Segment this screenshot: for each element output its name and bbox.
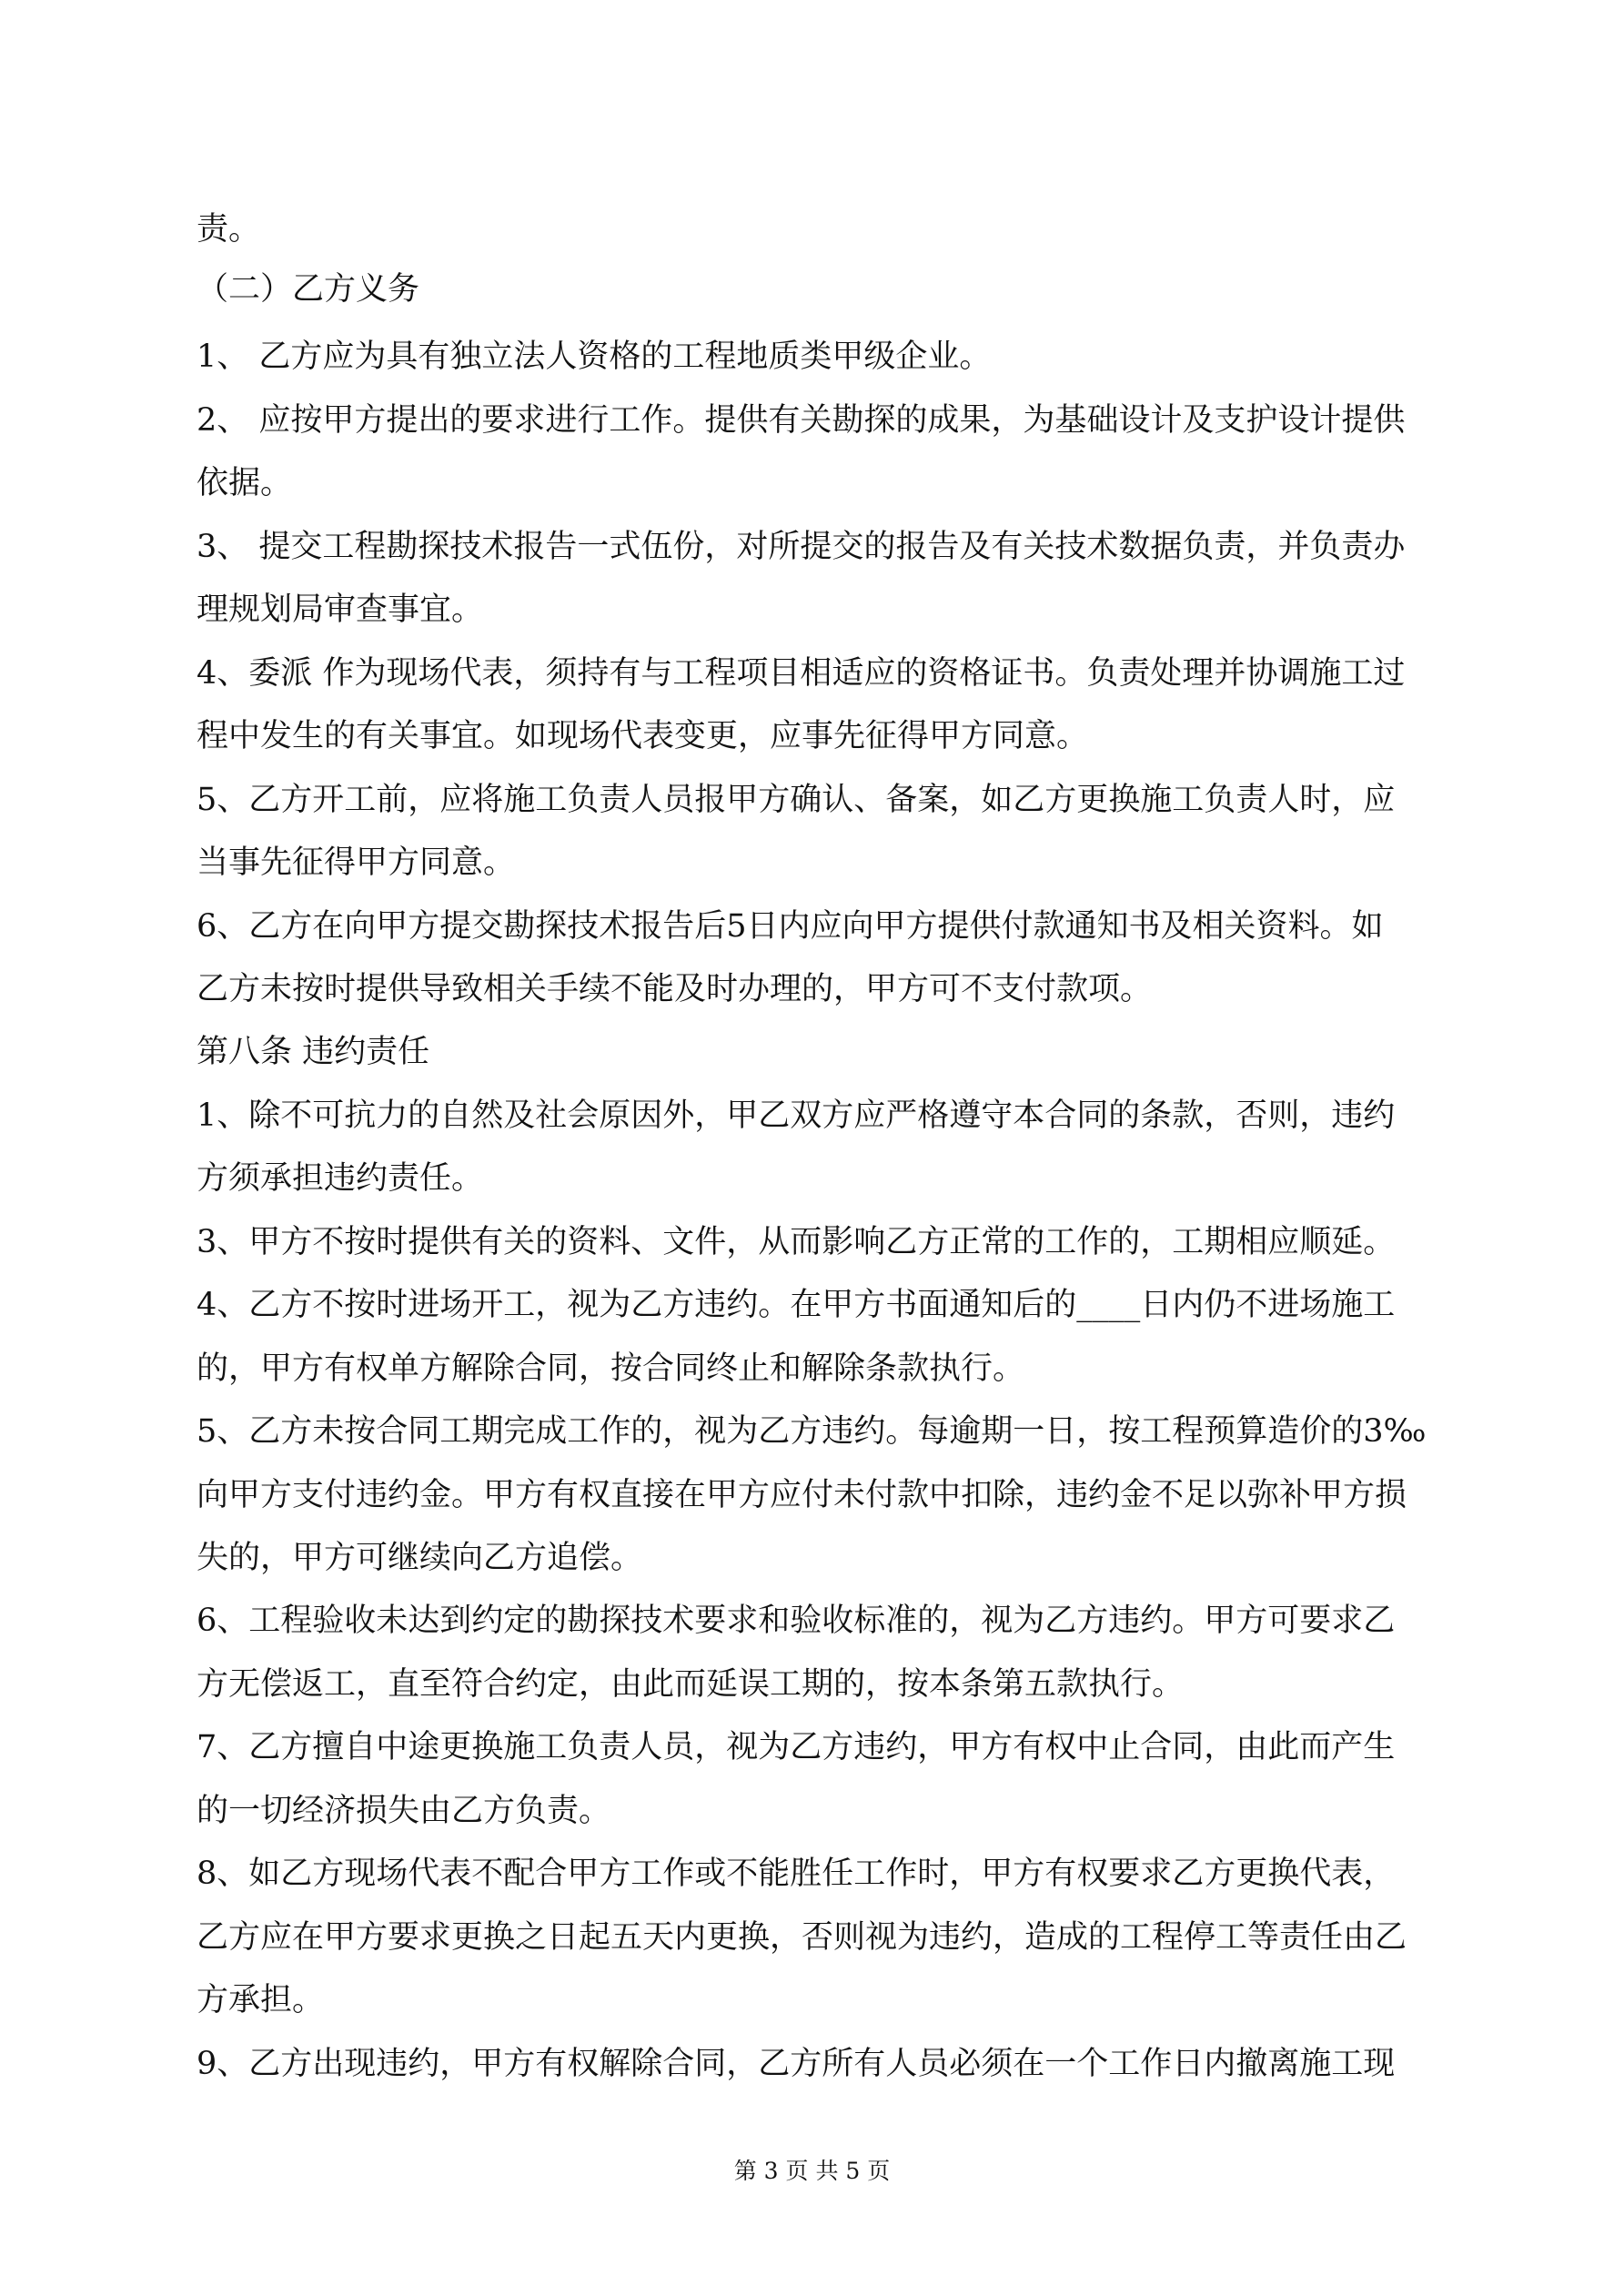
text-line: 依据。	[197, 465, 293, 501]
article-heading: 第八条 违约责任	[197, 1034, 430, 1070]
text-line: 方须承担违约责任。	[197, 1160, 484, 1197]
text-line: 6、工程验收未达到约定的勘探技术要求和验收标准的，视为乙方违约。甲方可要求乙	[197, 1603, 1396, 1639]
text-line: 4、委派 作为现场代表，须持有与工程项目相适应的资格证书。负责处理并协调施工过	[197, 655, 1406, 692]
text-line: 当事先征得甲方同意。	[197, 845, 516, 881]
text-line: 的，甲方有权单方解除合同，按合同终止和解除条款执行。	[197, 1350, 1025, 1387]
text-line: 5、乙方未按合同工期完成工作的，视为乙方违约。每逾期一日，按工程预算造价的3‰	[197, 1413, 1427, 1450]
text-line: 责。	[197, 211, 261, 248]
text-line: 8、如乙方现场代表不配合甲方工作或不能胜任工作时，甲方有权要求乙方更换代表，	[197, 1856, 1396, 1892]
section-heading: （二）乙方义务	[197, 271, 420, 308]
text-line: 2、 应按甲方提出的要求进行工作。提供有关勘探的成果，为基础设计及支护设计提供	[197, 402, 1406, 439]
text-line: 向甲方支付违约金。甲方有权直接在甲方应付未付款中扣除，违约金不足以弥补甲方损	[197, 1477, 1407, 1513]
page-number: 第 3 页 共 5 页	[733, 2158, 891, 2184]
text-line: 3、甲方不按时提供有关的资料、文件，从而影响乙方正常的工作的，工期相应顺延。	[197, 1224, 1396, 1260]
text-line: 9、乙方出现违约，甲方有权解除合同，乙方所有人员必须在一个工作日内撤离施工现	[197, 2046, 1396, 2082]
text-line: 4、乙方不按时进场开工，视为乙方违约。在甲方书面通知后的____日内仍不进场施工	[197, 1287, 1396, 1323]
text-line: 1、除不可抗力的自然及社会原因外，甲乙双方应严格遵守本合同的条款，否则，违约	[197, 1097, 1396, 1134]
text-line: 3、 提交工程勘探技术报告一式伍份，对所提交的报告及有关技术数据负责，并负责办	[197, 529, 1406, 565]
text-line: 1、 乙方应为具有独立法人资格的工程地质类甲级企业。	[197, 339, 992, 375]
text-line: 理规划局审查事宜。	[197, 592, 484, 628]
text-line: 5、乙方开工前，应将施工负责人员报甲方确认、备案，如乙方更换施工负责人时，应	[197, 782, 1396, 818]
text-line: 7、乙方擅自中途更换施工负责人员，视为乙方违约，甲方有权中止合同，由此而产生	[197, 1729, 1396, 1765]
text-line: 6、乙方在向甲方提交勘探技术报告后5日内应向甲方提供付款通知书及相关资料。如	[197, 908, 1384, 945]
text-line: 乙方未按时提供导致相关手续不能及时办理的，甲方可不支付款项。	[197, 971, 1153, 1007]
text-line: 方承担。	[197, 1982, 325, 2018]
text-line: 乙方应在甲方要求更换之日起五天内更换，否则视为违约，造成的工程停工等责任由乙	[197, 1919, 1407, 1956]
text-line: 程中发生的有关事宜。如现场代表变更，应事先征得甲方同意。	[197, 718, 1089, 754]
text-line: 的一切经济损失由乙方负责。	[197, 1793, 611, 1829]
text-line: 方无偿返工，直至符合约定，由此而延误工期的，按本条第五款执行。	[197, 1666, 1185, 1703]
text-line: 失的，甲方可继续向乙方追偿。	[197, 1540, 643, 1576]
